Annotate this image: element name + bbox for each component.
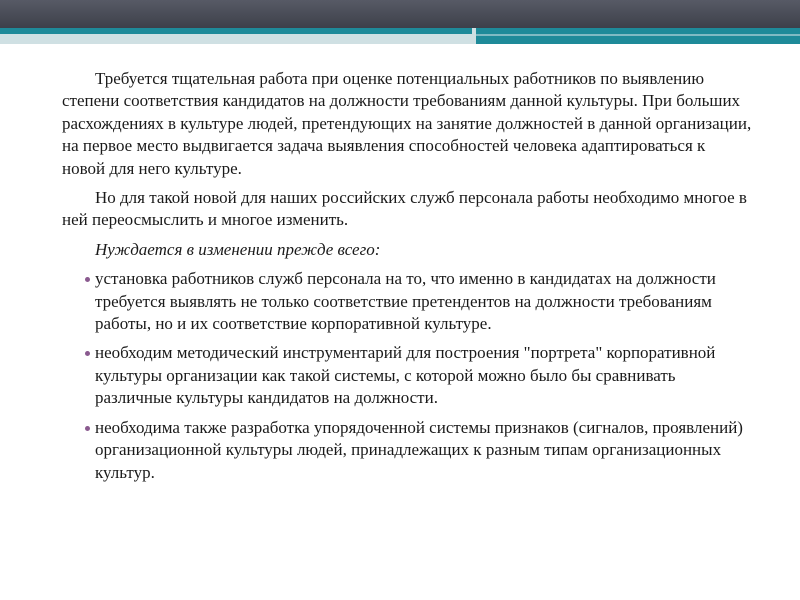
- list-item-text: необходим методический инструментарий для построения "портрета" корпоративной культуры организации как такой системы, с которой можно было бы сравнивать различные культуры кандидатов на должности.: [95, 343, 716, 408]
- header-bar: [0, 0, 800, 28]
- paragraph-2: Но для такой новой для наших российских служб персонала работы необходимо многое в ней переосмыслить и многое изменить.: [62, 188, 747, 230]
- list-item: [62, 417, 752, 484]
- slide-body: [62, 68, 752, 491]
- bullet-icon: [85, 351, 90, 356]
- list-item: [62, 342, 752, 409]
- bullet-list: [62, 268, 752, 484]
- italic-intro: Нуждается в изменении прежде всего:: [95, 239, 381, 259]
- list-item-text: необходима также разработка упорядоченной системы признаков (сигналов, проявлений) организационной культуры людей, принадлежащих к разным типам организационных культур.: [95, 417, 743, 482]
- bullet-icon: [85, 277, 90, 282]
- decorative-stripe: [0, 28, 800, 44]
- list-item-text: установка работников служб персонала на то, что именно в кандидатах на должности требуется выявлять не только соответствие претендентов на должности требованиям работы, но и их соответствие корпоративной культуре.: [95, 269, 716, 334]
- bullet-icon: [85, 426, 90, 431]
- list-item: [62, 268, 752, 335]
- paragraph-1: Требуется тщательная работа при оценке потенциальных работников по выявлению степени соответствия кандидатов на должности требованиям данной культуры. При больших расхождениях в культуре людей, претендующих на занятие должностей в данной организации, на первое место выдвигается задача выявления способностей человека адаптироваться к новой для него культуре.: [62, 69, 752, 178]
